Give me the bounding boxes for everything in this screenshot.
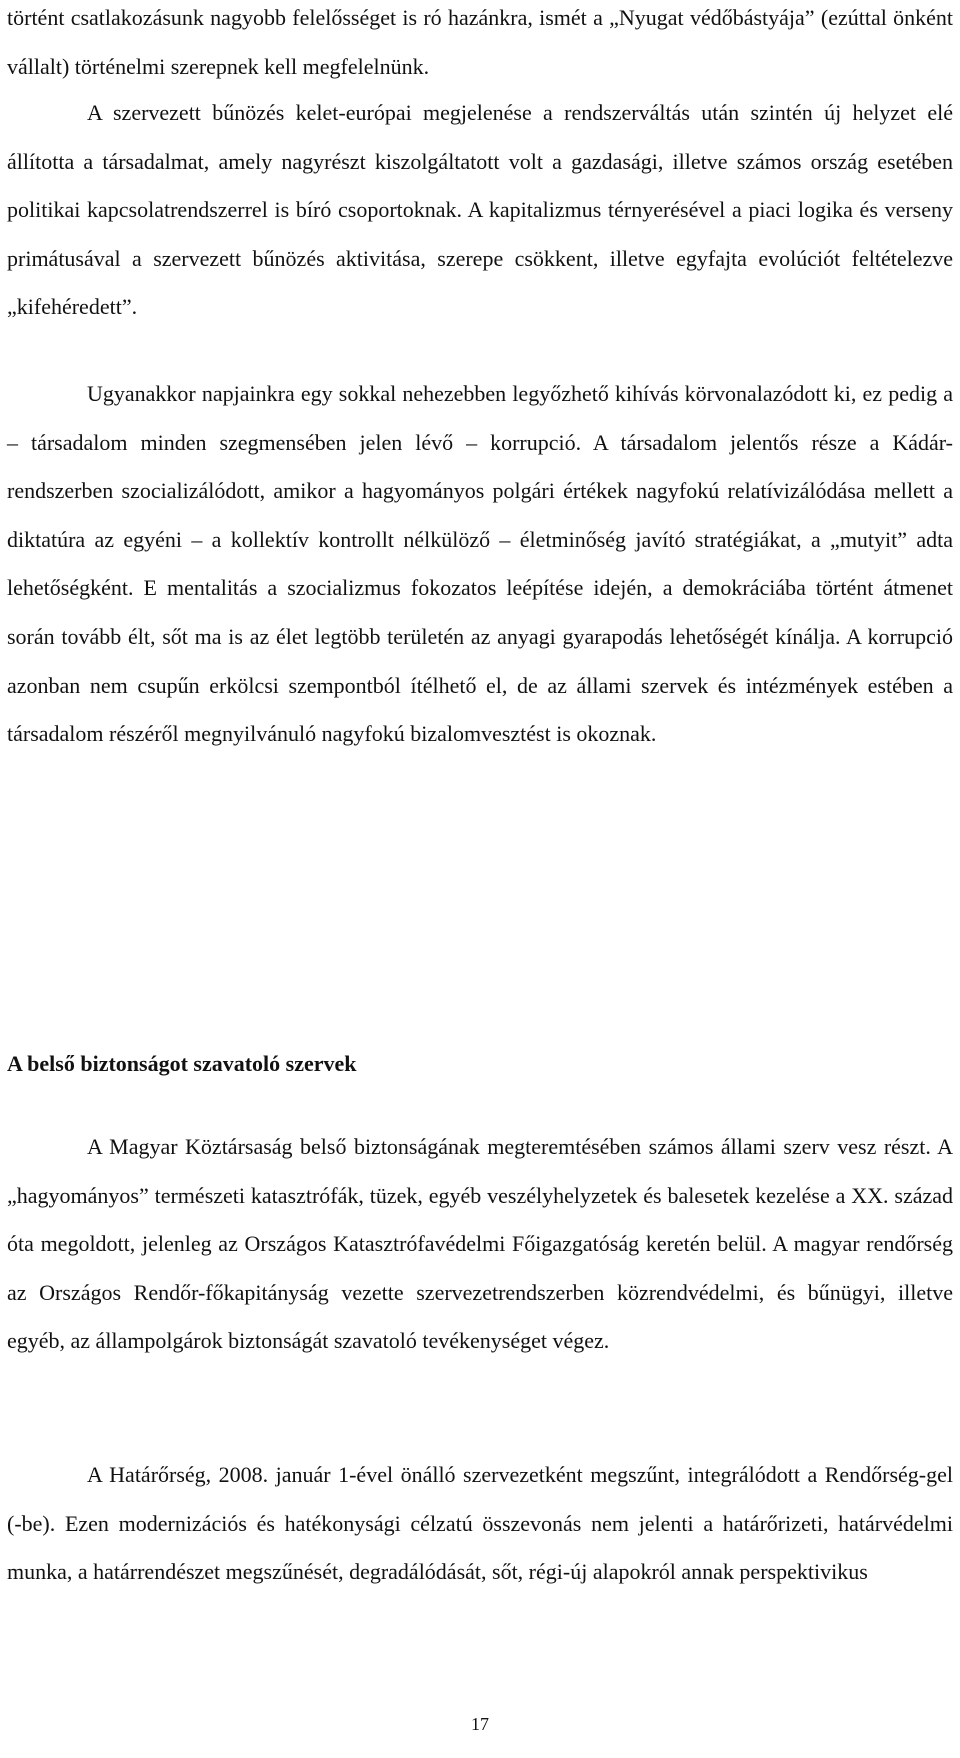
section-heading: A belső biztonságot szavatoló szervek	[7, 1051, 357, 1076]
page-number: 17	[471, 1714, 489, 1734]
paragraph-corruption: Ugyanakkor napjainkra egy sokkal nehezebben legyőzhető kihívás körvonalazódott ki, ez pedig a – társadalom minden szegmensében jelen lévő – korrupció. A társadalom jelentős része a Kádár-rendszerben szocializálódott, amikor a hagyományos polgári értékek nagyfokú relatívizálódása mellett a diktatúra az egyéni – a kollektív kontrollt nélkülöző – életminőség javító stratégiákat, a „mutyit” adta lehetőségként. E mentalitás a szocializmus fokozatos leépítése idején, a demokráciába történt átmenet során tovább élt, sőt ma is az élet legtöbb területén az anyagi gyarapodás lehetőségét kínálja. A korrupció azonban nem csupűn erkölcsi szempontból ítélhető el, de az állami szervek és intézmények estében a társadalom részéről megnyilvánuló nagyfokú bizalomvesztést is okoznak.	[7, 381, 953, 747]
paragraph-internal-security: A Magyar Köztársaság belső biztonságának megteremtésében számos állami szerv vesz részt. A „hagyományos” természeti katasztrófák, tüzek, egyéb veszélyhelyzetek és balesetek kezelése a XX. század óta megoldott, jelenleg az Országos Katasztrófavédelmi Főigazgatóság keretén belül. A magyar rendőrség az Országos Rendőr-főkapitányság vezette szervezetrendszerben közrendvédelmi, és bűnügyi, illetve egyéb, az állampolgárok biztonságát szavatoló tevékenységet végez.	[7, 1134, 953, 1354]
paragraph-continuation: történt csatlakozásunk nagyobb felelősséget is ró hazánkra, ismét a „Nyugat védőbástyája” (ezúttal önként vállalt) történelmi szerepnek kell megfelelnünk.	[7, 5, 953, 79]
paragraph-organized-crime: A szervezett bűnözés kelet-európai megjelenése a rendszerváltás után szintén új helyzet elé állította a társadalmat, amely nagyrészt kiszolgáltatott volt a gazdasági, illetve számos ország esetében politikai kapcsolatrendszerrel is bíró csoportoknak. A kapitalizmus térnyerésével a piaci logika és verseny primátusával a szervezett bűnözés aktivitása, szerepe csökkent, illetve egyfajta evolúciót feltételezve „kifehéredett”.	[7, 100, 953, 320]
paragraph-border-guard: A Határőrség, 2008. január 1-ével önálló szervezetként megszűnt, integrálódott a Rendőrség-gel (-be). Ezen modernizációs és hatékonysági célzatú összevonás nem jelenti a határőrizeti, határvédelmi munka, a határrendészet megszűnését, degradálódását, sőt, régi-új alapokról annak perspektivikus	[7, 1462, 953, 1585]
